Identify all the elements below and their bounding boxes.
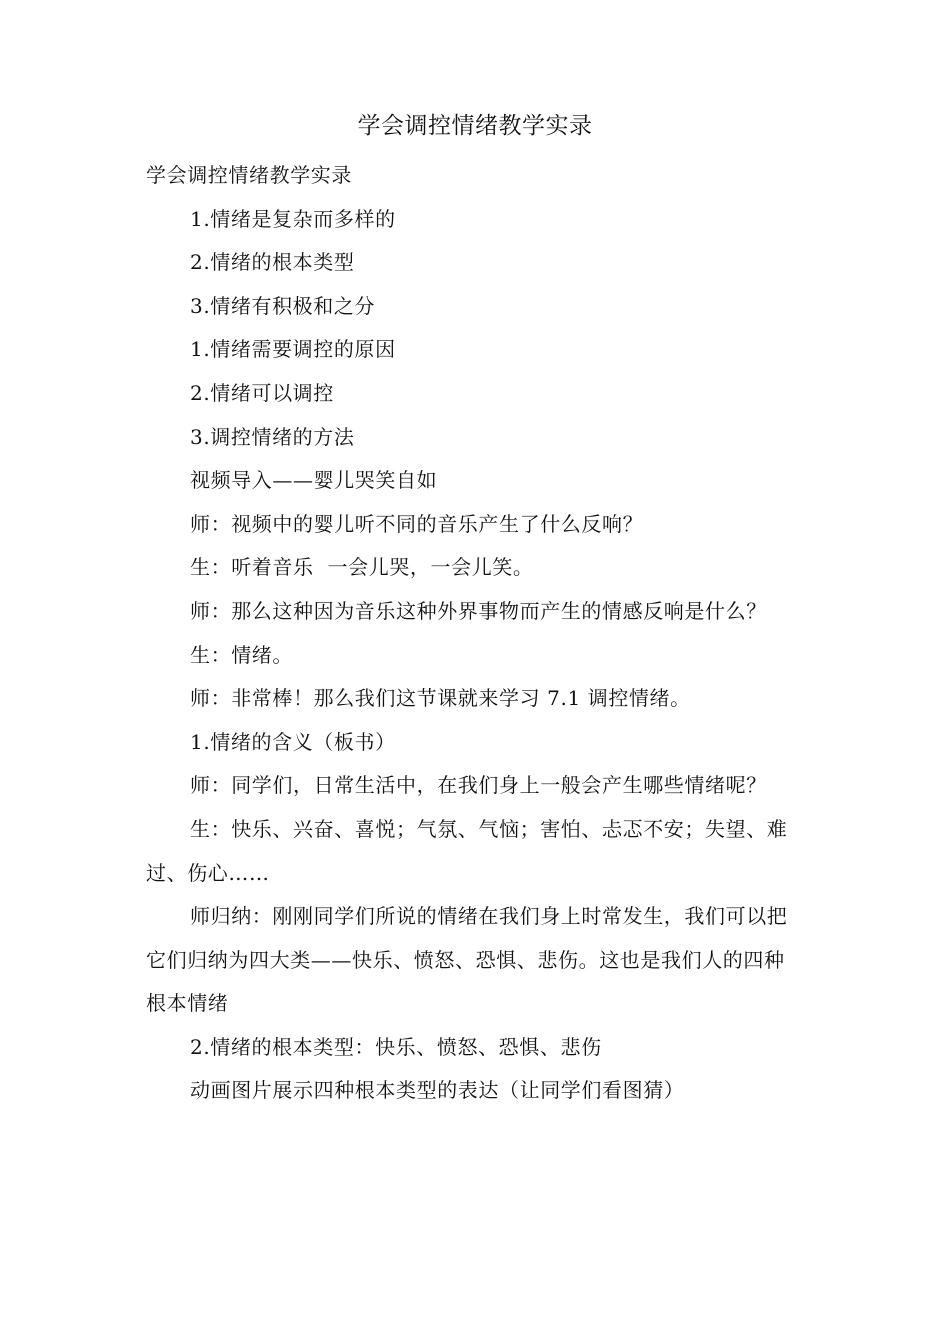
paragraph: 生：快乐、兴奋、喜悦；气氛、气恼；害怕、忐忑不安；失望、难过、伤心……: [146, 816, 788, 885]
document-body: [146, 154, 804, 1113]
paragraph: 2.情绪的根本类型：快乐、愤怒、恐惧、悲伤: [190, 1034, 602, 1059]
paragraph: 师：那么这种因为音乐这种外界事物而产生的情感反响是什么？: [190, 598, 767, 623]
paragraph: 2.情绪可以调控: [190, 380, 334, 405]
paragraph: 3.情绪有积极和之分: [190, 293, 376, 318]
paragraph: 动画图片展示四种根本类型的表达（让同学们看图猜）: [190, 1078, 685, 1103]
paragraph-heading: 学会调控情绪教学实录: [146, 163, 352, 187]
paragraph: 1.情绪的含义（板书）: [190, 729, 396, 754]
paragraph: 生：情绪。: [190, 642, 293, 667]
paragraph: 3.调控情绪的方法: [190, 424, 355, 449]
paragraph: 1.情绪需要调控的原因: [190, 337, 396, 362]
paragraph: 师：视频中的婴儿听不同的音乐产生了什么反响？: [190, 511, 644, 536]
document-title: 学会调控情绪教学实录: [357, 113, 593, 139]
paragraph: 师：同学们，日常生活中，在我们身上一般会产生哪些情绪呢？: [190, 773, 767, 798]
paragraph: 师归纳：刚刚同学们所说的情绪在我们身上时常发生，我们可以把它们归纳为四大类——快乐、愤怒、恐惧、悲伤。这也是我们人的四种根本情绪: [146, 904, 788, 1016]
paragraph: 生：听着音乐 一会儿哭，一会儿笑。: [190, 555, 534, 580]
paragraph: 1.情绪是复杂而多样的: [190, 206, 396, 231]
paragraph: 师：非常棒！那么我们这节课就来学习 7.1 调控情绪。: [190, 686, 691, 711]
paragraph: 2.情绪的根本类型: [190, 250, 355, 275]
paragraph: 视频导入——婴儿哭笑自如: [190, 468, 438, 493]
